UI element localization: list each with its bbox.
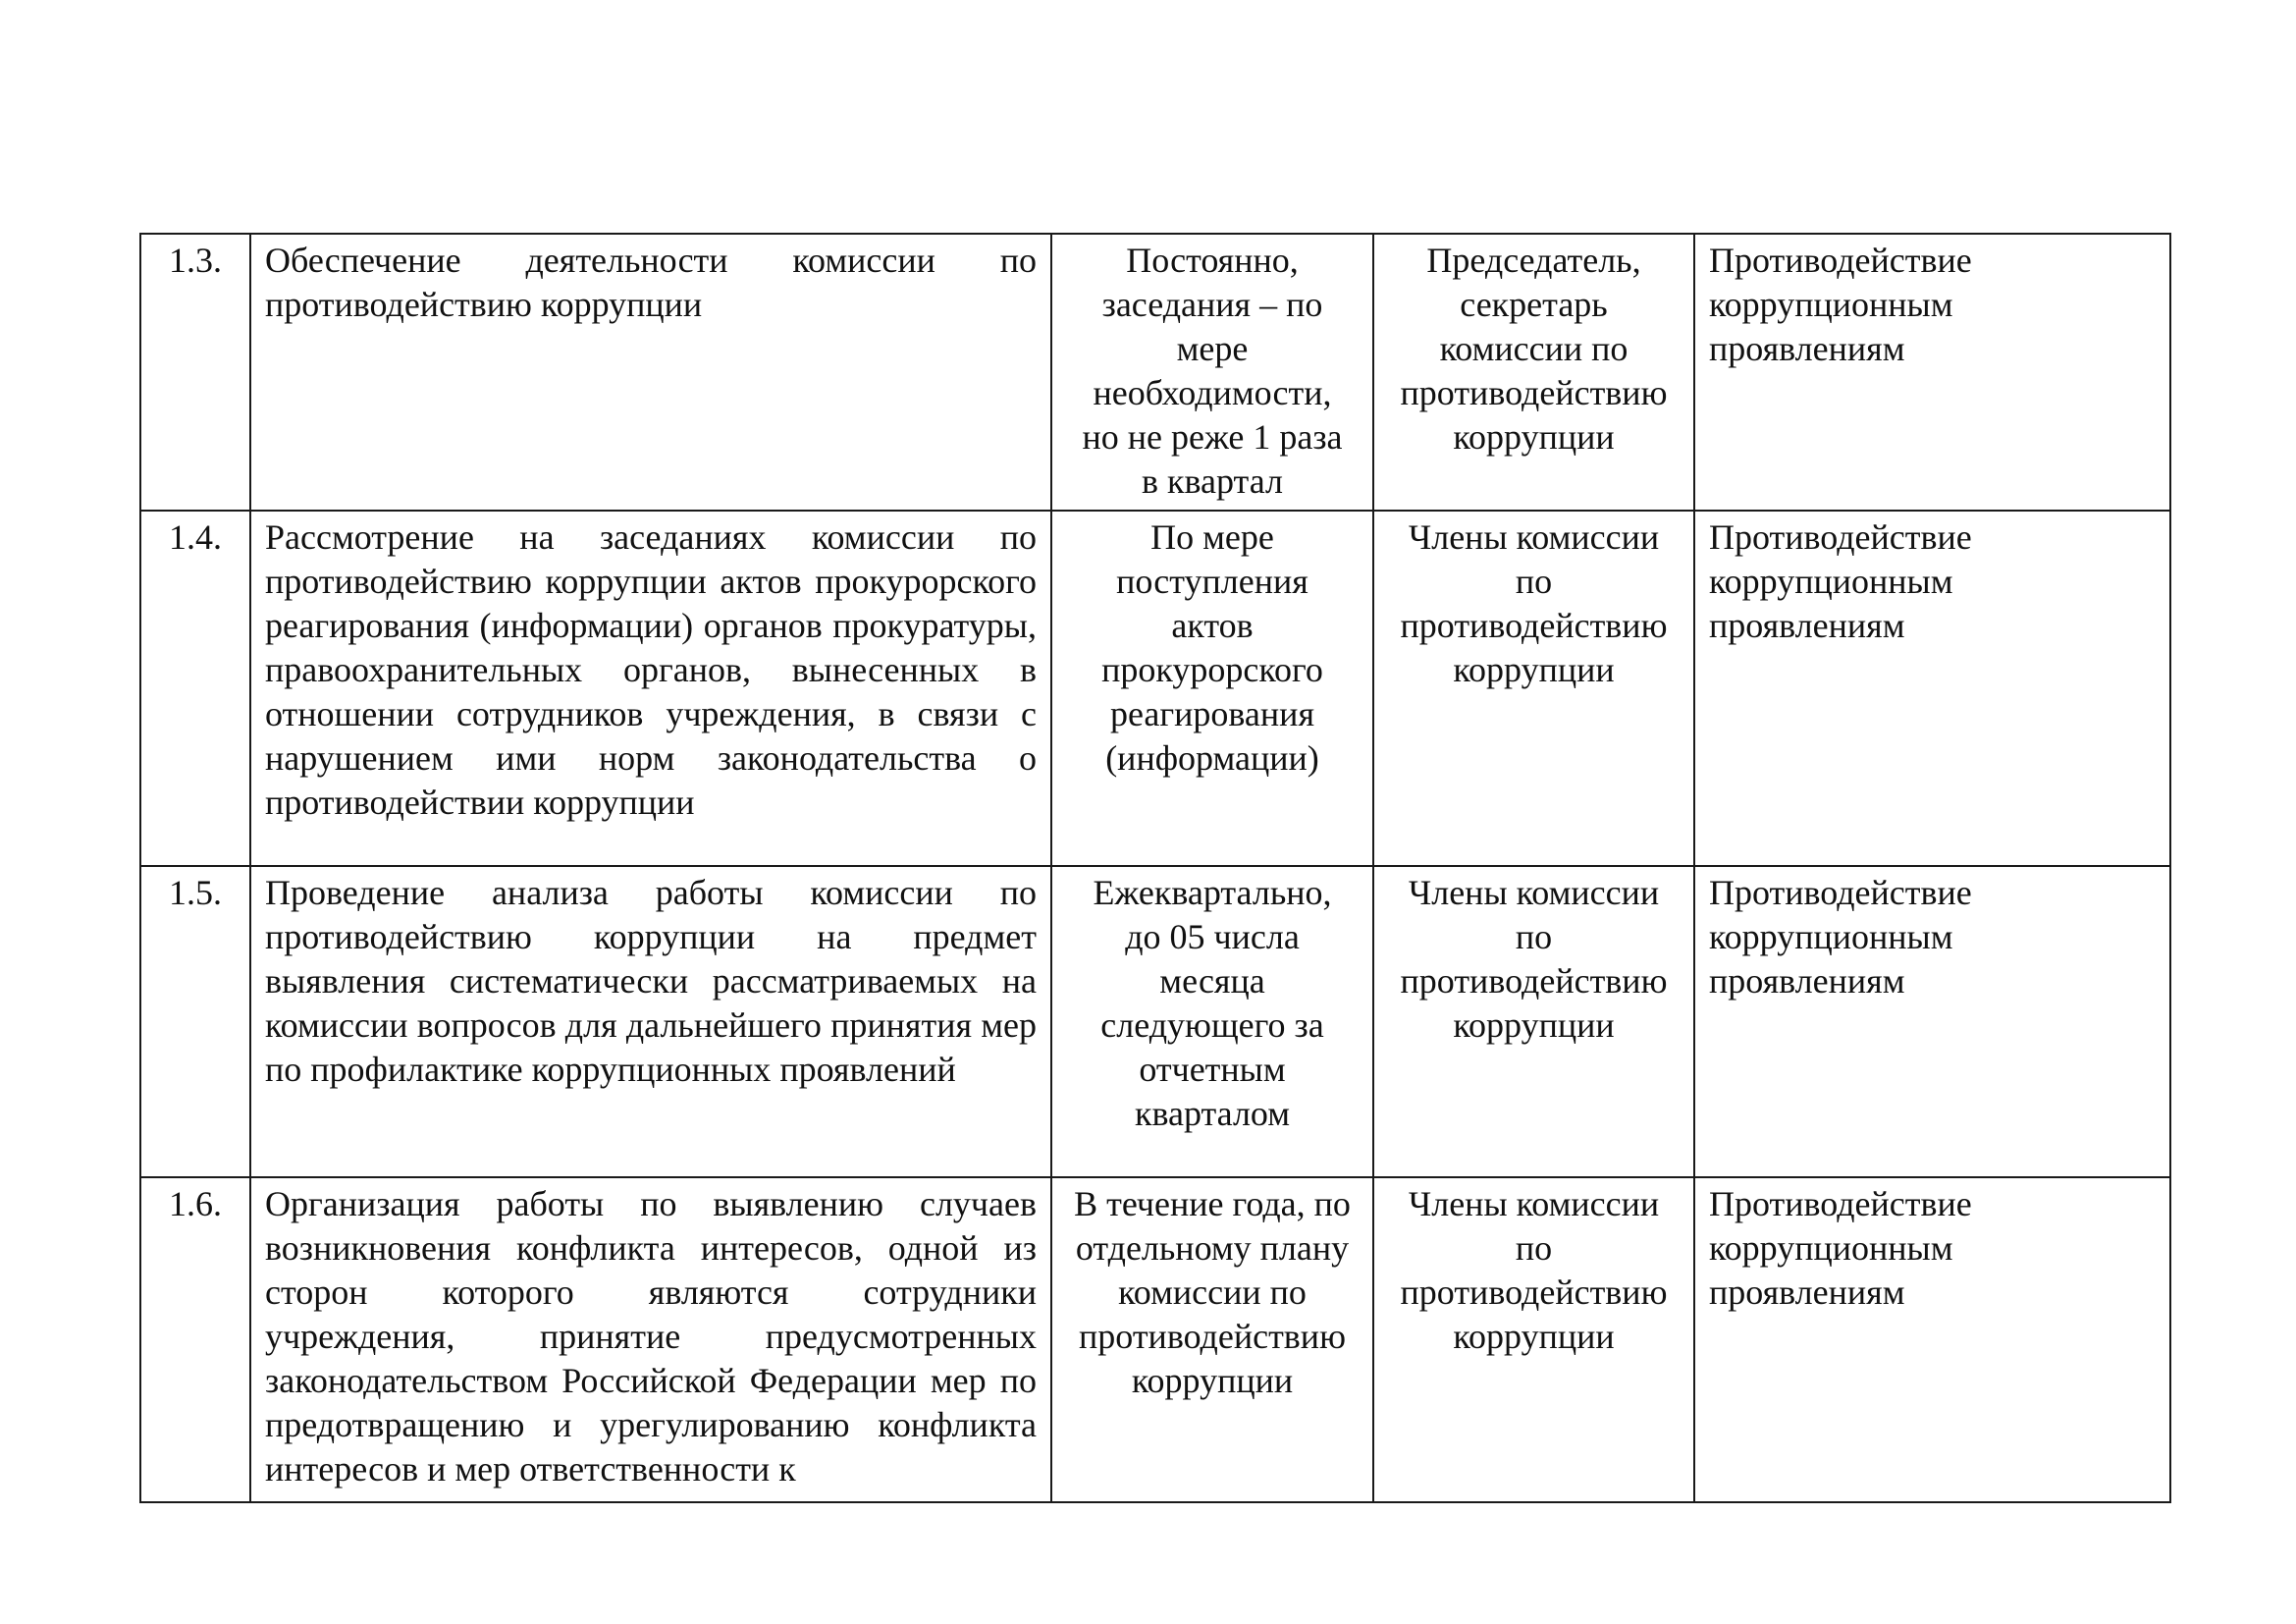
result-text: Противодействие коррупционным проявлениям [1709, 241, 1972, 368]
deadline-text: В течение года, по отдельному плану комиссии по противодействию коррупции [1074, 1184, 1351, 1400]
item-result [1694, 511, 2170, 866]
table-row [140, 866, 2170, 1177]
table-row [140, 511, 2170, 866]
item-responsible: Председатель, секретарь комиссии по противодействию коррупции [1373, 234, 1694, 511]
table-row [140, 1177, 2170, 1502]
result-text: Противодействие коррупционным проявлениям [1709, 1184, 1972, 1312]
result-text: Противодействие коррупционным проявлениям [1709, 873, 1972, 1001]
item-responsible: Члены комиссии по противодействию коррупции [1373, 511, 1694, 866]
deadline-text: Постоянно, заседания – по мере необходимости, но не реже 1 раза в квартал [1082, 241, 1343, 501]
item-number: 1.3. [140, 234, 250, 511]
deadline-text: По мере поступления актов прокурорского реагирования (информации) [1101, 517, 1323, 778]
item-result [1694, 234, 2170, 511]
anticorruption-plan-table [139, 233, 2171, 1503]
item-result [1694, 1177, 2170, 1502]
item-responsible: Члены комиссии по противодействию коррупции [1373, 866, 1694, 1177]
item-deadline [1051, 1177, 1373, 1502]
description-text: Организация работы по выявлению случаев возникновения конфликта интересов, одной из сторон которого являются сотрудники учреждения, принятие предусмотренных законодательством Российской Федерации мер по предотвращению и урегулированию конфликта интересов и мер ответственности к [265, 1184, 1037, 1489]
item-description: Обеспечение деятельности комиссии по противодействию коррупции [250, 234, 1051, 511]
item-responsible: Члены комиссии по противодействию коррупции [1373, 1177, 1694, 1502]
item-description [250, 1177, 1051, 1502]
item-deadline [1051, 234, 1373, 511]
item-number: 1.4. [140, 511, 250, 866]
item-deadline [1051, 511, 1373, 866]
result-text: Противодействие коррупционным проявлениям [1709, 517, 1972, 645]
item-description: Проведение анализа работы комиссии по противодействию коррупции на предмет выявления систематически рассматриваемых на комиссии вопросов для дальнейшего принятия мер по профилактике коррупционных проявлений [250, 866, 1051, 1177]
item-result [1694, 866, 2170, 1177]
deadline-text: Ежеквартально, до 05 числа месяца следующего за отчетным кварталом [1093, 873, 1332, 1133]
item-deadline [1051, 866, 1373, 1177]
item-description: Рассмотрение на заседаниях комиссии по противодействию коррупции актов прокурорского реагирования (информации) органов прокуратуры, правоохранительных органов, вынесенных в отношении сотрудников учреждения, в связи с нарушением ими норм законодательства о противодействии коррупции [250, 511, 1051, 866]
item-number: 1.6. [140, 1177, 250, 1502]
table-row [140, 234, 2170, 511]
item-number: 1.5. [140, 866, 250, 1177]
